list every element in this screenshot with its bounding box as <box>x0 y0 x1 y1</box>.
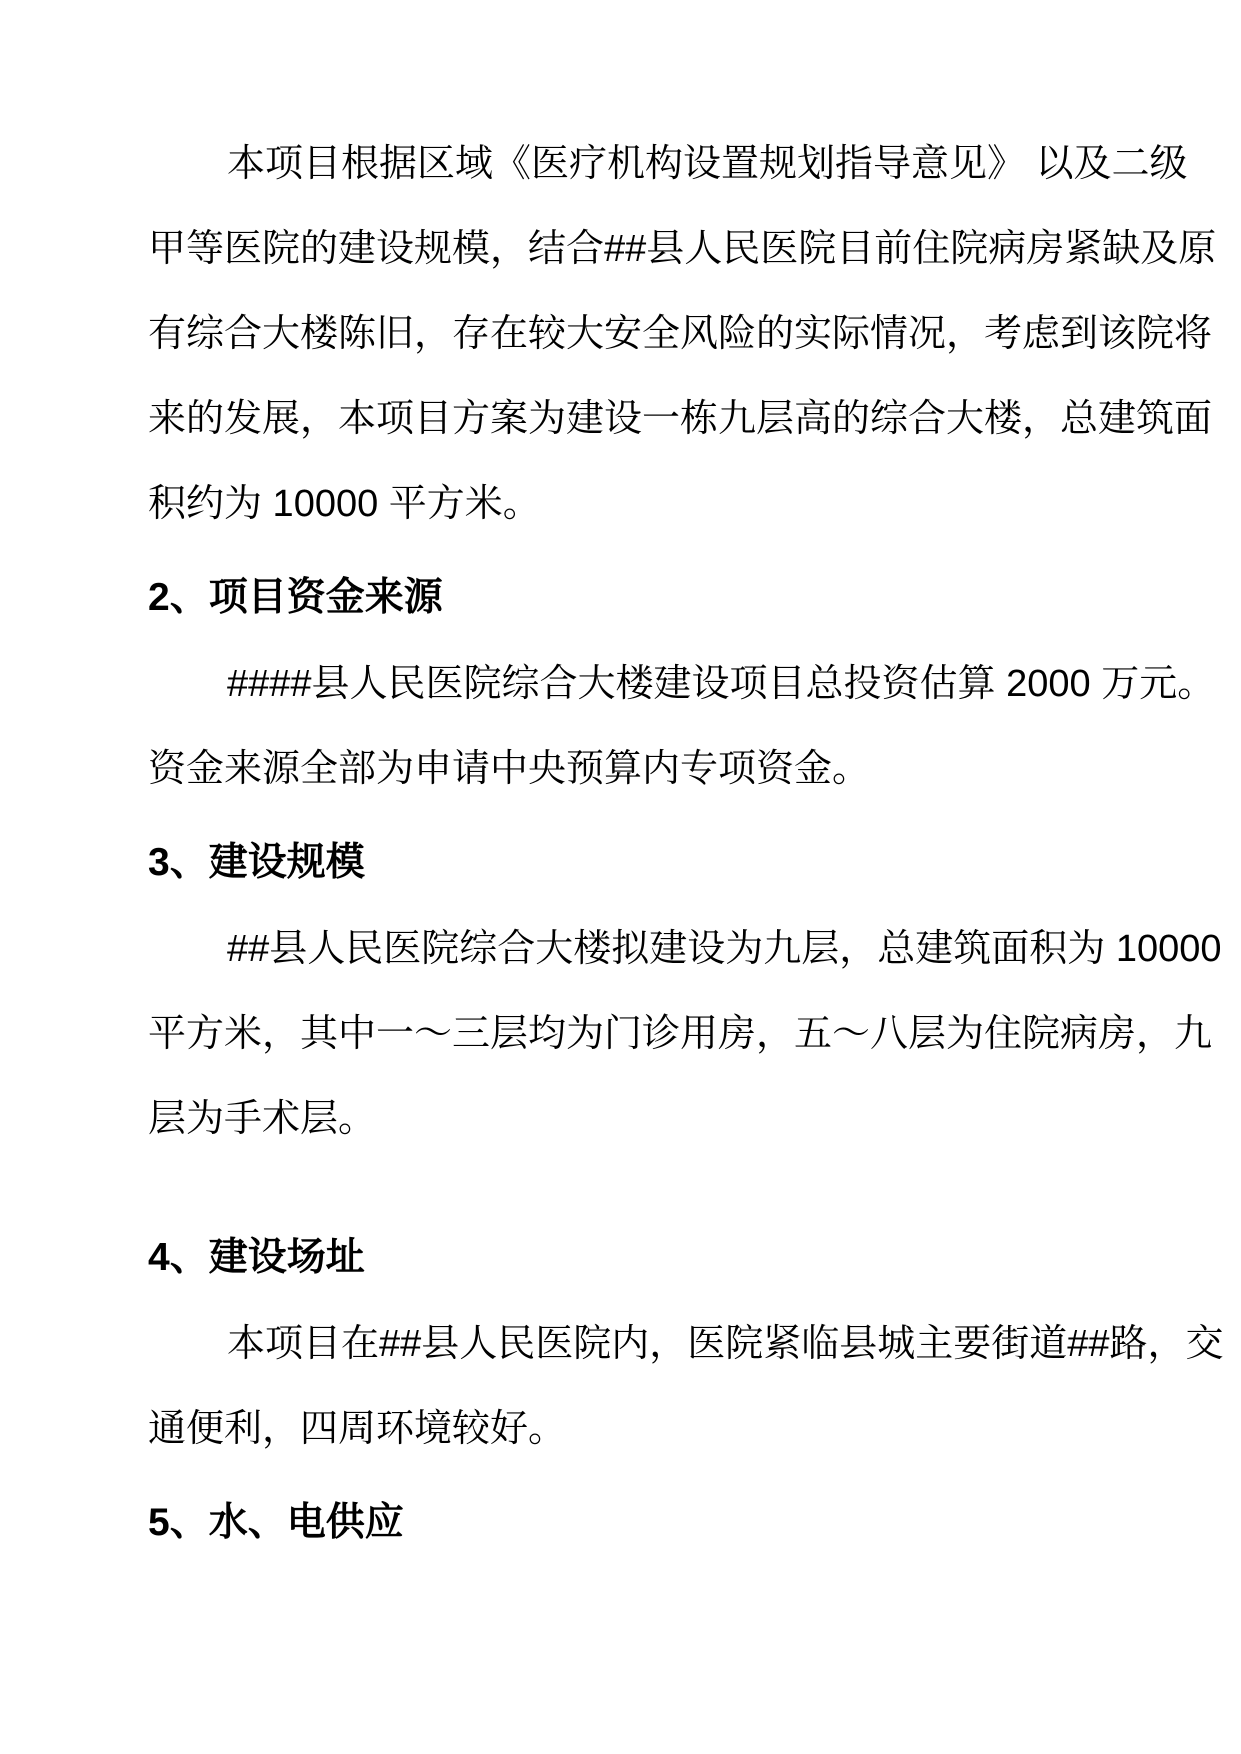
body-text-line: 通便利，四周环境较好。 <box>148 1408 567 1450</box>
paragraph <box>148 907 1222 1162</box>
body-text-line: ##县人民医院综合大楼拟建设为九层，总建筑面积为 10000 <box>227 928 1222 970</box>
body-text-line: 本项目在##县人民医院内，医院紧临县城主要街道##路，交 <box>227 1323 1224 1365</box>
body-text-line: 来的发展，本项目方案为建设一栋九层高的综合大楼，总建筑面 <box>148 398 1213 440</box>
body-text-line: 甲等医院的建设规模，结合##县人民医院目前住院病房紧缺及原 <box>148 228 1217 270</box>
body-text-line: 资金来源全部为申请中央预算内专项资金。 <box>148 748 871 790</box>
body-text-line: 积约为 10000 平方米。 <box>148 483 541 525</box>
body-text-line: 层为手术层。 <box>148 1098 377 1140</box>
paragraph-spacer <box>148 1162 1093 1207</box>
heading-text-line: 4、建设场址 <box>148 1236 365 1279</box>
section-heading <box>148 820 1093 905</box>
section-heading <box>148 555 1093 640</box>
heading-text-line: 2、项目资金来源 <box>148 576 443 619</box>
body-text-line: ####县人民医院综合大楼建设项目总投资估算 2000 万元。 <box>227 663 1216 705</box>
paragraph <box>148 1302 1224 1472</box>
paragraph <box>148 642 1216 812</box>
document-content <box>148 122 1224 1567</box>
heading-text-line: 3、建设规模 <box>148 841 365 884</box>
body-text-line: 平方米，其中一～三层均为门诊用房，五～八层为住院病房，九 <box>148 1013 1213 1055</box>
section-heading <box>148 1215 1093 1300</box>
paragraph <box>148 122 1217 547</box>
body-text-line: 本项目根据区域《医疗机构设置规划指导意见》 以及二级 <box>227 143 1188 185</box>
section-heading <box>148 1480 1093 1565</box>
heading-text-line: 5、水、电供应 <box>148 1501 404 1544</box>
body-text-line: 有综合大楼陈旧，存在较大安全风险的实际情况，考虑到该院将 <box>148 313 1213 355</box>
